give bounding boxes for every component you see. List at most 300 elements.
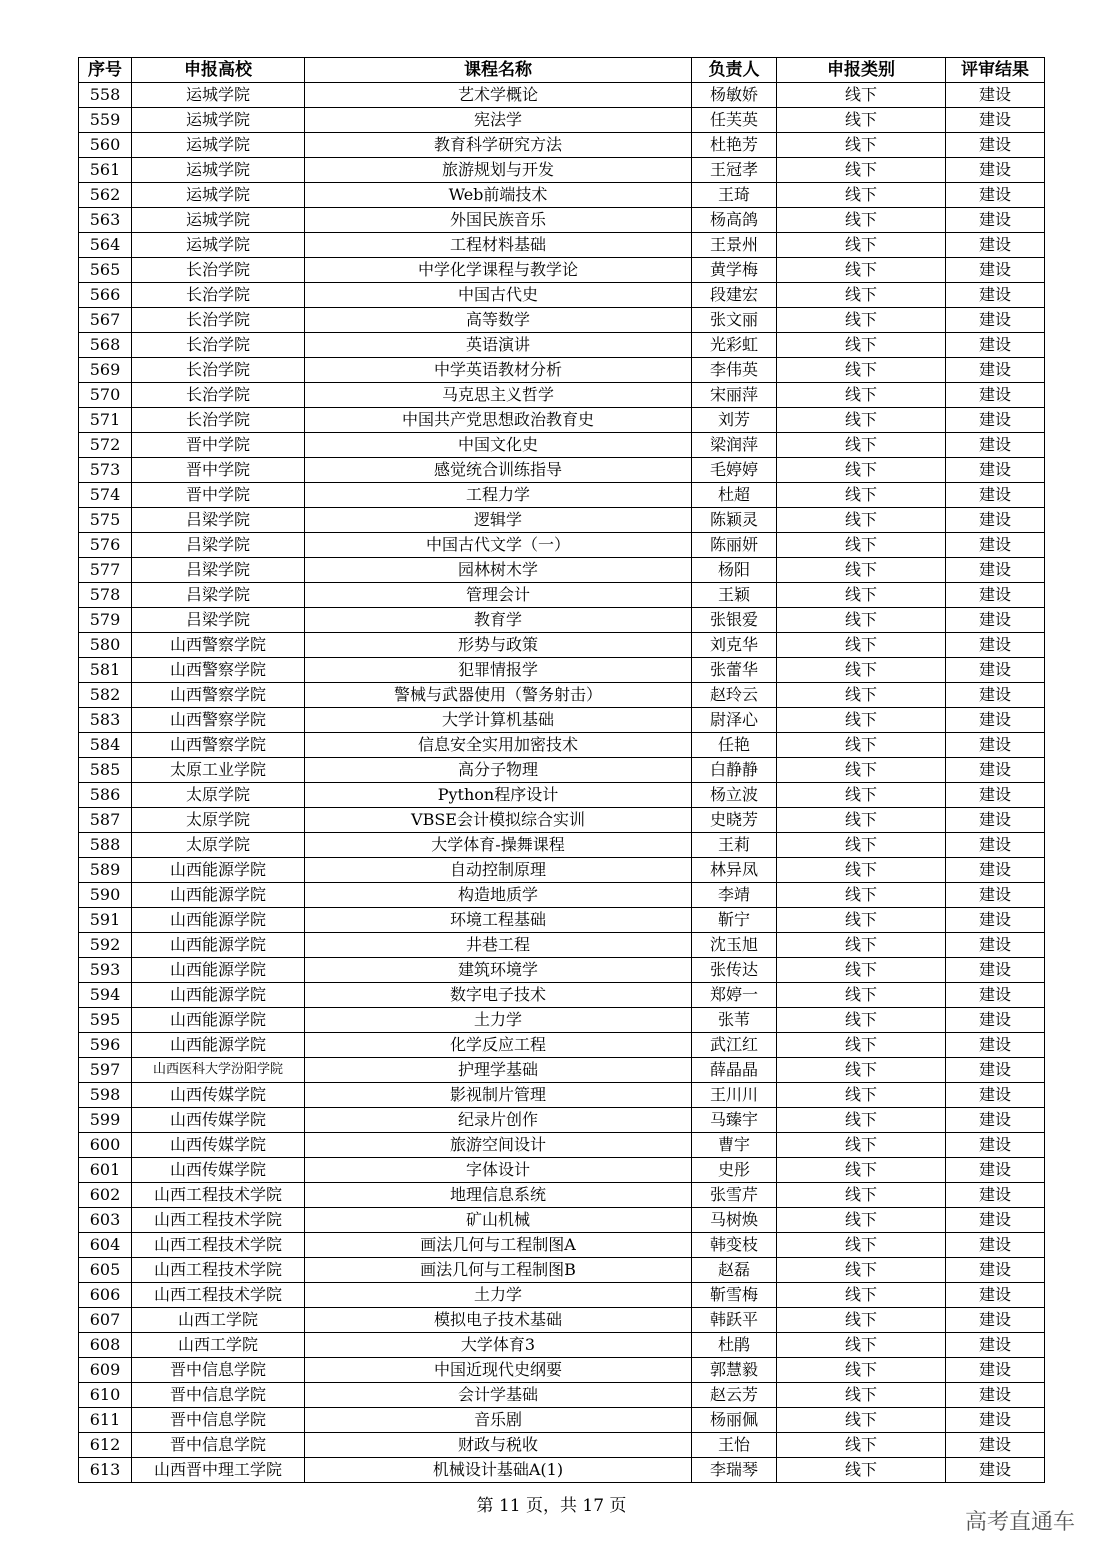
seq-cell: 601: [79, 1158, 132, 1183]
course-cell: Python程序设计: [305, 783, 692, 808]
school-cell: 太原学院: [132, 808, 305, 833]
table-row: [79, 83, 1045, 108]
school-cell: 吕梁学院: [132, 608, 305, 633]
course-cell: 宪法学: [305, 108, 692, 133]
table-row: [79, 558, 1045, 583]
table-row: [79, 583, 1045, 608]
course-cell: 马克思主义哲学: [305, 383, 692, 408]
seq-cell: 569: [79, 358, 132, 383]
leader-cell: 赵玲云: [692, 683, 777, 708]
course-cell: 大学体育-操舞课程: [305, 833, 692, 858]
seq-cell: 597: [79, 1058, 132, 1083]
category-cell: 线下: [777, 983, 946, 1008]
school-cell: 运城学院: [132, 133, 305, 158]
category-cell: 线下: [777, 833, 946, 858]
school-cell: 晋中学院: [132, 433, 305, 458]
seq-cell: 595: [79, 1008, 132, 1033]
result-cell: 建设: [946, 633, 1045, 658]
course-cell: 管理会计: [305, 583, 692, 608]
course-cell: 构造地质学: [305, 883, 692, 908]
category-cell: 线下: [777, 408, 946, 433]
category-cell: 线下: [777, 683, 946, 708]
table-row: [79, 758, 1045, 783]
header-school: 申报高校: [132, 58, 305, 83]
category-cell: 线下: [777, 133, 946, 158]
result-cell: 建设: [946, 1233, 1045, 1258]
school-cell: 山西警察学院: [132, 708, 305, 733]
result-cell: 建设: [946, 433, 1045, 458]
leader-cell: 王川川: [692, 1083, 777, 1108]
course-cell: 化学反应工程: [305, 1033, 692, 1058]
school-cell: 运城学院: [132, 108, 305, 133]
result-cell: 建设: [946, 958, 1045, 983]
table-row: [79, 733, 1045, 758]
category-cell: 线下: [777, 1208, 946, 1233]
result-cell: 建设: [946, 1058, 1045, 1083]
header-category: 申报类别: [777, 58, 946, 83]
course-table: [78, 57, 1045, 1483]
table-row: [79, 608, 1045, 633]
result-cell: 建设: [946, 533, 1045, 558]
school-cell: 山西警察学院: [132, 658, 305, 683]
school-cell: 山西传媒学院: [132, 1158, 305, 1183]
course-cell: 工程材料基础: [305, 233, 692, 258]
course-cell: 画法几何与工程制图B: [305, 1258, 692, 1283]
school-cell: 山西能源学院: [132, 1008, 305, 1033]
category-cell: 线下: [777, 208, 946, 233]
result-cell: 建设: [946, 933, 1045, 958]
table-row: [79, 1133, 1045, 1158]
category-cell: 线下: [777, 1258, 946, 1283]
leader-cell: 刘克华: [692, 633, 777, 658]
school-cell: 山西工程技术学院: [132, 1233, 305, 1258]
result-cell: 建设: [946, 608, 1045, 633]
table-row: [79, 1158, 1045, 1183]
seq-cell: 566: [79, 283, 132, 308]
course-cell: 中国文化史: [305, 433, 692, 458]
category-cell: 线下: [777, 658, 946, 683]
category-cell: 线下: [777, 958, 946, 983]
seq-cell: 582: [79, 683, 132, 708]
school-cell: 山西警察学院: [132, 733, 305, 758]
table-row: [79, 1458, 1045, 1483]
leader-cell: 赵磊: [692, 1258, 777, 1283]
leader-cell: 曹宇: [692, 1133, 777, 1158]
result-cell: 建设: [946, 1008, 1045, 1033]
result-cell: 建设: [946, 258, 1045, 283]
category-cell: 线下: [777, 483, 946, 508]
school-cell: 太原学院: [132, 833, 305, 858]
school-cell: 长治学院: [132, 308, 305, 333]
school-cell: 吕梁学院: [132, 533, 305, 558]
course-cell: 高分子物理: [305, 758, 692, 783]
table-row: [79, 508, 1045, 533]
seq-cell: 592: [79, 933, 132, 958]
leader-cell: 陈颖灵: [692, 508, 777, 533]
school-cell: 山西能源学院: [132, 958, 305, 983]
seq-cell: 594: [79, 983, 132, 1008]
category-cell: 线下: [777, 1408, 946, 1433]
leader-cell: 赵云芳: [692, 1383, 777, 1408]
table-row: [79, 658, 1045, 683]
seq-cell: 580: [79, 633, 132, 658]
course-cell: Web前端技术: [305, 183, 692, 208]
school-cell: 山西能源学院: [132, 908, 305, 933]
table-row: [79, 458, 1045, 483]
course-cell: VBSE会计模拟综合实训: [305, 808, 692, 833]
school-cell: 吕梁学院: [132, 558, 305, 583]
school-cell: 山西能源学院: [132, 1033, 305, 1058]
seq-cell: 564: [79, 233, 132, 258]
school-cell: 晋中学院: [132, 483, 305, 508]
leader-cell: 张传达: [692, 958, 777, 983]
course-cell: 大学计算机基础: [305, 708, 692, 733]
seq-cell: 565: [79, 258, 132, 283]
result-cell: 建设: [946, 758, 1045, 783]
result-cell: 建设: [946, 1033, 1045, 1058]
table-row: [79, 933, 1045, 958]
category-cell: 线下: [777, 308, 946, 333]
course-cell: 数字电子技术: [305, 983, 692, 1008]
category-cell: 线下: [777, 283, 946, 308]
course-cell: 影视制片管理: [305, 1083, 692, 1108]
table-row: [79, 533, 1045, 558]
leader-cell: 靳宁: [692, 908, 777, 933]
category-cell: 线下: [777, 1033, 946, 1058]
course-cell: 建筑环境学: [305, 958, 692, 983]
category-cell: 线下: [777, 1233, 946, 1258]
seq-cell: 567: [79, 308, 132, 333]
leader-cell: 杨高鸽: [692, 208, 777, 233]
school-cell: 运城学院: [132, 233, 305, 258]
seq-cell: 583: [79, 708, 132, 733]
school-cell: 运城学院: [132, 183, 305, 208]
header-course: 课程名称: [305, 58, 692, 83]
seq-cell: 608: [79, 1333, 132, 1358]
school-cell: 晋中信息学院: [132, 1383, 305, 1408]
table-row: [79, 1308, 1045, 1333]
school-cell: 山西传媒学院: [132, 1083, 305, 1108]
course-cell: 信息安全实用加密技术: [305, 733, 692, 758]
result-cell: 建设: [946, 458, 1045, 483]
school-cell: 太原工业学院: [132, 758, 305, 783]
seq-cell: 562: [79, 183, 132, 208]
category-cell: 线下: [777, 83, 946, 108]
seq-cell: 596: [79, 1033, 132, 1058]
school-cell: 长治学院: [132, 408, 305, 433]
table-row: [79, 708, 1045, 733]
table-row: [79, 1233, 1045, 1258]
seq-cell: 604: [79, 1233, 132, 1258]
course-cell: 机械设计基础A(1): [305, 1458, 692, 1483]
table-row: [79, 133, 1045, 158]
seq-cell: 609: [79, 1358, 132, 1383]
category-cell: 线下: [777, 908, 946, 933]
school-cell: 山西工学院: [132, 1308, 305, 1333]
leader-cell: 陈丽妍: [692, 533, 777, 558]
result-cell: 建设: [946, 1433, 1045, 1458]
leader-cell: 薛晶晶: [692, 1058, 777, 1083]
course-cell: 中国共产党思想政治教育史: [305, 408, 692, 433]
table-row: [79, 1433, 1045, 1458]
course-cell: 艺术学概论: [305, 83, 692, 108]
table-row: [79, 283, 1045, 308]
table-row: [79, 208, 1045, 233]
result-cell: 建设: [946, 783, 1045, 808]
leader-cell: 韩跃平: [692, 1308, 777, 1333]
seq-cell: 611: [79, 1408, 132, 1433]
result-cell: 建设: [946, 1133, 1045, 1158]
leader-cell: 宋丽萍: [692, 383, 777, 408]
result-cell: 建设: [946, 1458, 1045, 1483]
category-cell: 线下: [777, 508, 946, 533]
leader-cell: 王莉: [692, 833, 777, 858]
category-cell: 线下: [777, 858, 946, 883]
result-cell: 建设: [946, 283, 1045, 308]
leader-cell: 刘芳: [692, 408, 777, 433]
table-row: [79, 958, 1045, 983]
school-cell: 山西能源学院: [132, 933, 305, 958]
category-cell: 线下: [777, 108, 946, 133]
header-seq: 序号: [79, 58, 132, 83]
seq-cell: 579: [79, 608, 132, 633]
course-cell: 中学化学课程与教学论: [305, 258, 692, 283]
result-cell: 建设: [946, 158, 1045, 183]
seq-cell: 591: [79, 908, 132, 933]
school-cell: 山西工学院: [132, 1333, 305, 1358]
seq-cell: 572: [79, 433, 132, 458]
table-row: [79, 1283, 1045, 1308]
course-cell: 大学体育3: [305, 1333, 692, 1358]
leader-cell: 杨敏娇: [692, 83, 777, 108]
course-cell: 高等数学: [305, 308, 692, 333]
seq-cell: 613: [79, 1458, 132, 1483]
result-cell: 建设: [946, 583, 1045, 608]
result-cell: 建设: [946, 1358, 1045, 1383]
seq-cell: 573: [79, 458, 132, 483]
table-row: [79, 1058, 1045, 1083]
leader-cell: 段建宏: [692, 283, 777, 308]
category-cell: 线下: [777, 708, 946, 733]
seq-cell: 589: [79, 858, 132, 883]
table-row: [79, 233, 1045, 258]
leader-cell: 白静静: [692, 758, 777, 783]
leader-cell: 沈玉旭: [692, 933, 777, 958]
watermark: 高考直通车: [964, 1510, 1075, 1535]
leader-cell: 靳雪梅: [692, 1283, 777, 1308]
category-cell: 线下: [777, 608, 946, 633]
category-cell: 线下: [777, 758, 946, 783]
table-row: [79, 683, 1045, 708]
table-row: [79, 358, 1045, 383]
result-cell: 建设: [946, 1283, 1045, 1308]
result-cell: 建设: [946, 1083, 1045, 1108]
result-cell: 建设: [946, 333, 1045, 358]
category-cell: 线下: [777, 558, 946, 583]
result-cell: 建设: [946, 733, 1045, 758]
result-cell: 建设: [946, 1383, 1045, 1408]
table-row: [79, 1333, 1045, 1358]
seq-cell: 574: [79, 483, 132, 508]
table-row: [79, 1258, 1045, 1283]
course-cell: 教育学: [305, 608, 692, 633]
result-cell: 建设: [946, 483, 1045, 508]
table-row: [79, 308, 1045, 333]
category-cell: 线下: [777, 258, 946, 283]
table-row: [79, 483, 1045, 508]
leader-cell: 马臻宇: [692, 1108, 777, 1133]
category-cell: 线下: [777, 1433, 946, 1458]
leader-cell: 杨立波: [692, 783, 777, 808]
result-cell: 建设: [946, 558, 1045, 583]
table-row: [79, 433, 1045, 458]
category-cell: 线下: [777, 1158, 946, 1183]
result-cell: 建设: [946, 683, 1045, 708]
seq-cell: 598: [79, 1083, 132, 1108]
seq-cell: 575: [79, 508, 132, 533]
school-cell: 山西警察学院: [132, 633, 305, 658]
seq-cell: 571: [79, 408, 132, 433]
category-cell: 线下: [777, 333, 946, 358]
result-cell: 建设: [946, 83, 1045, 108]
school-cell: 晋中学院: [132, 458, 305, 483]
leader-cell: 王怡: [692, 1433, 777, 1458]
course-cell: 模拟电子技术基础: [305, 1308, 692, 1333]
school-cell: 山西医科大学汾阳学院: [132, 1058, 305, 1083]
seq-cell: 581: [79, 658, 132, 683]
leader-cell: 马树焕: [692, 1208, 777, 1233]
page-number: 第 11 页，共 17 页: [476, 1496, 627, 1516]
result-cell: 建设: [946, 308, 1045, 333]
category-cell: 线下: [777, 1183, 946, 1208]
result-cell: 建设: [946, 383, 1045, 408]
school-cell: 长治学院: [132, 258, 305, 283]
course-cell: 形势与政策: [305, 633, 692, 658]
table-row: [79, 408, 1045, 433]
course-cell: 逻辑学: [305, 508, 692, 533]
leader-cell: 史彤: [692, 1158, 777, 1183]
seq-cell: 607: [79, 1308, 132, 1333]
leader-cell: 林异凤: [692, 858, 777, 883]
category-cell: 线下: [777, 1308, 946, 1333]
result-cell: 建设: [946, 1308, 1045, 1333]
course-cell: 教育科学研究方法: [305, 133, 692, 158]
leader-cell: 黄学梅: [692, 258, 777, 283]
result-cell: 建设: [946, 908, 1045, 933]
category-cell: 线下: [777, 1058, 946, 1083]
course-cell: 土力学: [305, 1283, 692, 1308]
category-cell: 线下: [777, 433, 946, 458]
table-row: [79, 833, 1045, 858]
category-cell: 线下: [777, 158, 946, 183]
category-cell: 线下: [777, 933, 946, 958]
school-cell: 长治学院: [132, 333, 305, 358]
course-cell: 园林树木学: [305, 558, 692, 583]
result-cell: 建设: [946, 1183, 1045, 1208]
leader-cell: 任芙英: [692, 108, 777, 133]
leader-cell: 张雪芹: [692, 1183, 777, 1208]
result-cell: 建设: [946, 1108, 1045, 1133]
table-row: [79, 1083, 1045, 1108]
school-cell: 运城学院: [132, 83, 305, 108]
result-cell: 建设: [946, 833, 1045, 858]
seq-cell: 577: [79, 558, 132, 583]
seq-cell: 612: [79, 1433, 132, 1458]
result-cell: 建设: [946, 1158, 1045, 1183]
category-cell: 线下: [777, 383, 946, 408]
course-cell: 中国古代史: [305, 283, 692, 308]
seq-cell: 558: [79, 83, 132, 108]
table-row: [79, 883, 1045, 908]
seq-cell: 599: [79, 1108, 132, 1133]
leader-cell: 光彩虹: [692, 333, 777, 358]
category-cell: 线下: [777, 233, 946, 258]
table-row: [79, 1383, 1045, 1408]
course-cell: 音乐剧: [305, 1408, 692, 1433]
category-cell: 线下: [777, 1108, 946, 1133]
leader-cell: 毛婷婷: [692, 458, 777, 483]
result-cell: 建设: [946, 658, 1045, 683]
school-cell: 吕梁学院: [132, 508, 305, 533]
course-cell: 旅游空间设计: [305, 1133, 692, 1158]
school-cell: 山西能源学院: [132, 883, 305, 908]
result-cell: 建设: [946, 358, 1045, 383]
course-cell: 环境工程基础: [305, 908, 692, 933]
table-row: [79, 183, 1045, 208]
school-cell: 山西晋中理工学院: [132, 1458, 305, 1483]
result-cell: 建设: [946, 983, 1045, 1008]
course-cell: 纪录片创作: [305, 1108, 692, 1133]
leader-cell: 杨阳: [692, 558, 777, 583]
course-cell: 犯罪情报学: [305, 658, 692, 683]
category-cell: 线下: [777, 458, 946, 483]
result-cell: 建设: [946, 183, 1045, 208]
category-cell: 线下: [777, 883, 946, 908]
leader-cell: 杜鹃: [692, 1333, 777, 1358]
course-cell: 矿山机械: [305, 1208, 692, 1233]
table-row: [79, 1208, 1045, 1233]
school-cell: 晋中信息学院: [132, 1408, 305, 1433]
course-cell: 护理学基础: [305, 1058, 692, 1083]
school-cell: 山西传媒学院: [132, 1133, 305, 1158]
category-cell: 线下: [777, 1333, 946, 1358]
result-cell: 建设: [946, 208, 1045, 233]
result-cell: 建设: [946, 108, 1045, 133]
leader-cell: 王冠孝: [692, 158, 777, 183]
table-row: [79, 1183, 1045, 1208]
category-cell: 线下: [777, 1358, 946, 1383]
leader-cell: 郭慧毅: [692, 1358, 777, 1383]
leader-cell: 杜超: [692, 483, 777, 508]
seq-cell: 570: [79, 383, 132, 408]
school-cell: 运城学院: [132, 208, 305, 233]
course-cell: 中国近现代史纲要: [305, 1358, 692, 1383]
leader-cell: 王颖: [692, 583, 777, 608]
school-cell: 山西工程技术学院: [132, 1208, 305, 1233]
seq-cell: 587: [79, 808, 132, 833]
table-row: [79, 808, 1045, 833]
seq-cell: 559: [79, 108, 132, 133]
seq-cell: 560: [79, 133, 132, 158]
category-cell: 线下: [777, 1008, 946, 1033]
seq-cell: 578: [79, 583, 132, 608]
seq-cell: 603: [79, 1208, 132, 1233]
result-cell: 建设: [946, 883, 1045, 908]
school-cell: 山西工程技术学院: [132, 1183, 305, 1208]
leader-cell: 张苇: [692, 1008, 777, 1033]
table-row: [79, 108, 1045, 133]
course-cell: 会计学基础: [305, 1383, 692, 1408]
